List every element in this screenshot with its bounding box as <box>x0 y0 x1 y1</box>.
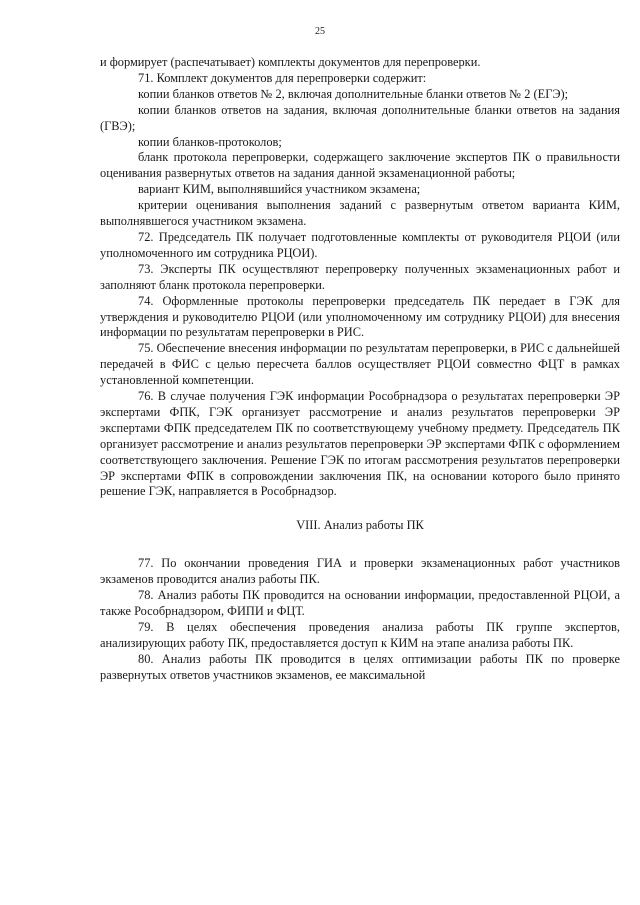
paragraph: копии бланков ответов № 2, включая дополнительные бланки ответов № 2 (ЕГЭ); <box>138 86 569 101</box>
paragraph: бланк протокола перепроверки, содержащего заключение экспертов ПК о правильности оценивания развернутых ответов на задания данной экзаменационной работы; <box>100 150 620 181</box>
document-body-top <box>100 55 620 500</box>
page-number: 25 <box>315 26 325 37</box>
paragraph: 78. Анализ работы ПК проводится на основании информации, предоставленной РЦОИ, а также Рособрнадзором, ФИПИ и ФЦТ. <box>100 588 620 618</box>
paragraph: 79. В целях обеспечения проведения анализа работы ПК группе экспертов, анализирующих работу ПК, предоставляется доступ к КИМ на этапе анализа работы ПК. <box>100 619 620 650</box>
paragraph: 77. По окончании проведения ГИА и проверки экзаменационных работ участников экзаменов проводится анализ работы ПК. <box>100 556 620 587</box>
document-body-bottom <box>100 556 620 683</box>
paragraph: и формирует (распечатывает) комплекты документов для перепроверки. <box>100 55 481 69</box>
paragraph: 74. Оформленные протоколы перепроверки председатель ПК передает в ГЭК для утверждения и руководителю РЦОИ (или уполномоченному им сотруднику РЦОИ) для внесения информации по результатам перепроверки в РИС. <box>100 293 620 340</box>
paragraph: 71. Комплект документов для перепроверки содержит: <box>138 70 427 85</box>
section-heading: VIII. Анализ работы ПК <box>296 518 424 533</box>
paragraph: 75. Обеспечение внесения информации по результатам перепроверки, в РИС с дальнейшей передачей в ФИС с целью пересчета баллов осуществляет РЦОИ совместно ФЦТ в рамках установленной компетенции. <box>100 341 620 388</box>
paragraph: вариант КИМ, выполнявшийся участником экзамена; <box>138 182 421 197</box>
paragraph: копии бланков ответов на задания, включая дополнительные бланки ответов на задания (ГВЭ); <box>100 102 620 133</box>
paragraph: 80. Анализ работы ПК проводится в целях оптимизации работы ПК по проверке развернутых ответов участников экзаменов, ее максимальной <box>100 651 620 682</box>
paragraph: 72. Председатель ПК получает подготовленные комплекты от руководителя РЦОИ (или уполномоченного им сотрудника РЦОИ). <box>100 229 620 260</box>
paragraph: 76. В случае получения ГЭК информации Рособрнадзора о результатах перепроверки ЭР экспертами ФПК, ГЭК организует рассмотрение и анализ результатов перепроверки ЭР экспертами ФПК председателем ПК по соответствующему учебному предмету. Председатель ПК организует рассмотрение и анализ результатов перепроверки ЭР экспертами ФПК с оформлением соответствующего заключения. Решение ГЭК по итогам рассмотрения результатов перепроверки ЭР экспертами ФПК в сопровождении заключения ПК, на основании которого было принято решение ГЭК, направляется в Рособрнадзор. <box>100 389 620 499</box>
paragraph: копии бланков-протоколов; <box>138 134 282 149</box>
paragraph: критерии оценивания выполнения заданий с развернутым ответом варианта КИМ, выполнявшегося участником экзамена. <box>100 198 620 229</box>
paragraph: 73. Эксперты ПК осуществляют перепроверку полученных экзаменационных работ и заполняют бланк протокола перепроверки. <box>100 261 620 292</box>
